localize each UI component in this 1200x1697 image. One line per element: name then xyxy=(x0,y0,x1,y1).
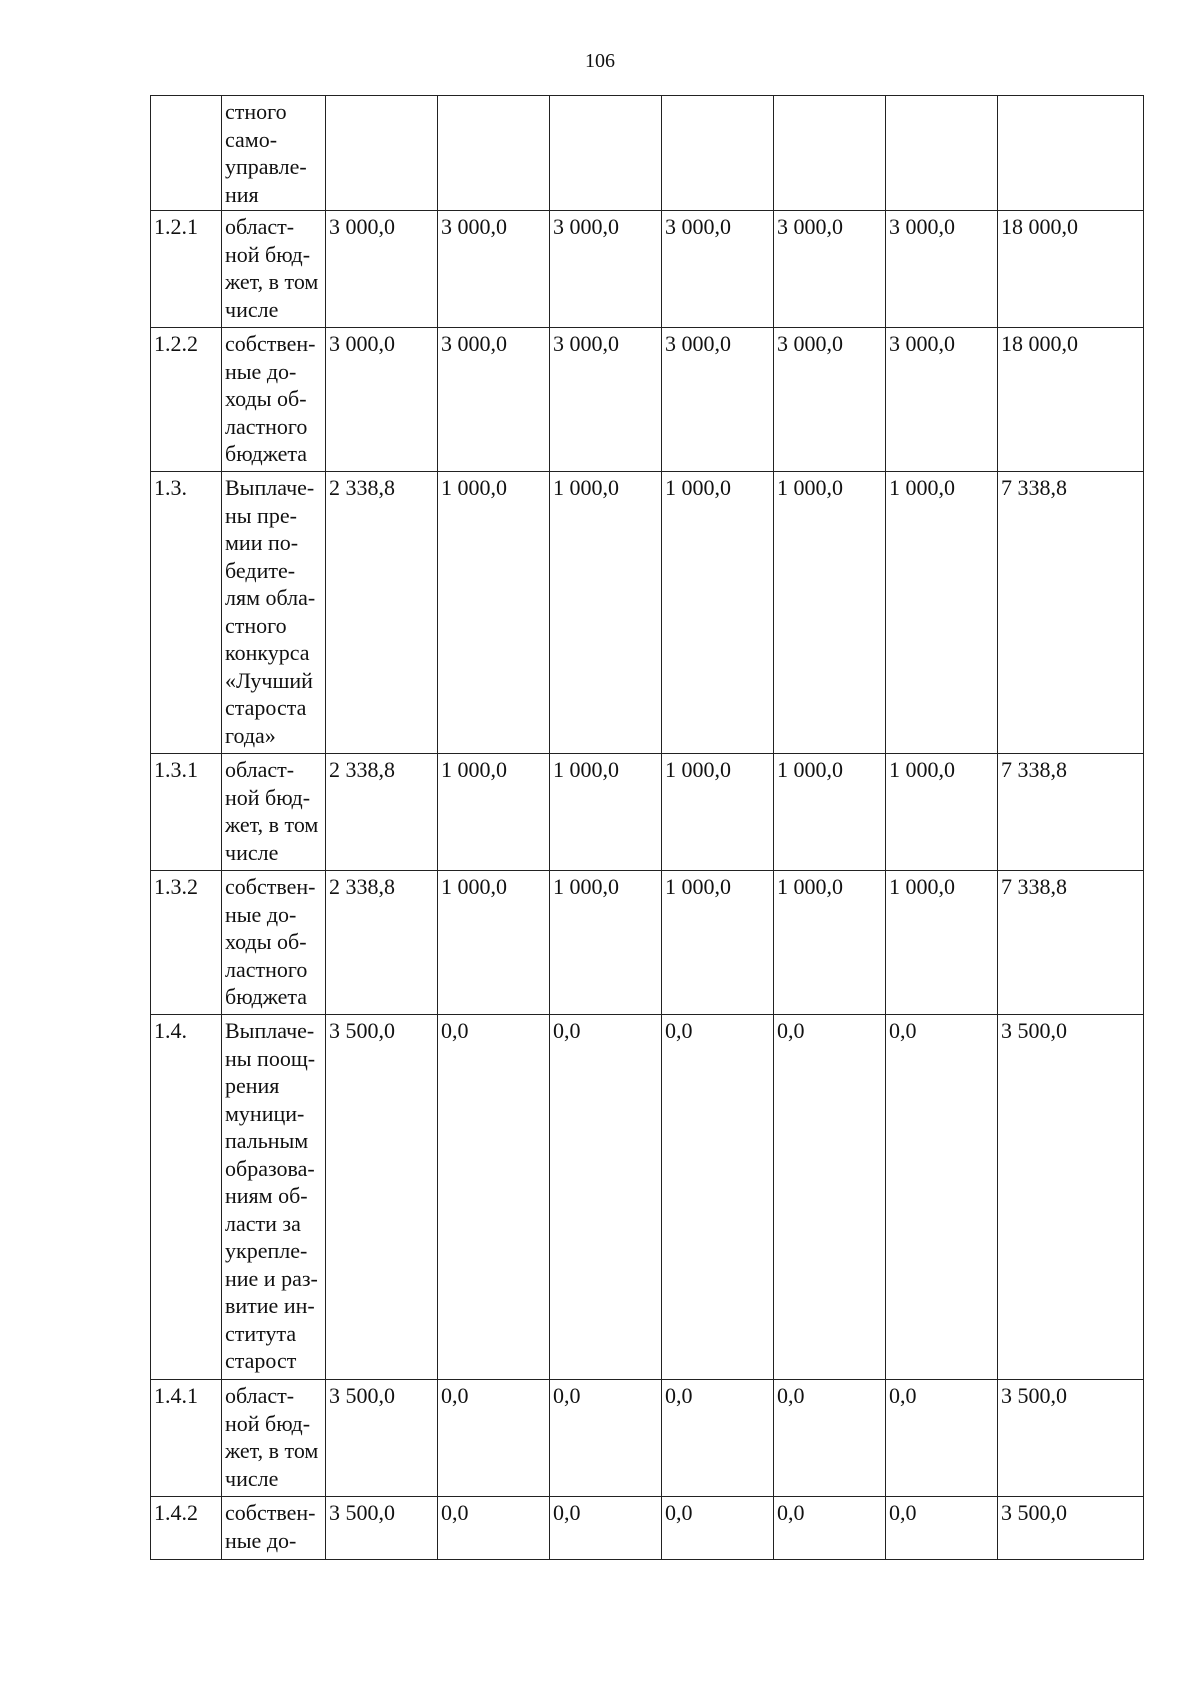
value-cell: 2 338,8 xyxy=(326,472,438,754)
value-cell: 1 000,0 xyxy=(438,472,550,754)
value-cell: 0,0 xyxy=(662,1497,774,1560)
total-cell: 7 338,8 xyxy=(998,472,1144,754)
value-cell xyxy=(438,96,550,211)
value-cell: 3 000,0 xyxy=(662,211,774,328)
row-number: 1.2.2 xyxy=(151,328,222,472)
table-row xyxy=(151,1015,1144,1380)
value-cell: 1 000,0 xyxy=(438,754,550,871)
total-cell: 3 500,0 xyxy=(998,1015,1144,1380)
total-cell: 7 338,8 xyxy=(998,871,1144,1015)
page-number: 106 xyxy=(585,50,615,72)
value-cell: 3 500,0 xyxy=(326,1380,438,1497)
row-description: собствен- ные до- ходы об- ластного бюджета xyxy=(222,871,326,1015)
value-cell: 1 000,0 xyxy=(438,871,550,1015)
row-description: област- ной бюд- жет, в том числе xyxy=(222,1380,326,1497)
value-cell: 0,0 xyxy=(774,1380,886,1497)
row-number: 1.2.1 xyxy=(151,211,222,328)
value-cell xyxy=(550,96,662,211)
table-row xyxy=(151,1380,1144,1497)
table-row xyxy=(151,871,1144,1015)
value-cell: 0,0 xyxy=(438,1015,550,1380)
value-cell xyxy=(774,96,886,211)
value-cell: 0,0 xyxy=(662,1015,774,1380)
value-cell: 3 500,0 xyxy=(326,1015,438,1380)
value-cell xyxy=(662,96,774,211)
row-number: 1.3.1 xyxy=(151,754,222,871)
value-cell: 3 000,0 xyxy=(662,328,774,472)
value-cell: 1 000,0 xyxy=(774,754,886,871)
row-description: област- ной бюд- жет, в том числе xyxy=(222,211,326,328)
row-description: собствен- ные до- xyxy=(222,1497,326,1560)
value-cell: 1 000,0 xyxy=(550,472,662,754)
total-cell xyxy=(998,96,1144,211)
row-description: собствен- ные до- ходы об- ластного бюджета xyxy=(222,328,326,472)
value-cell: 3 000,0 xyxy=(326,328,438,472)
value-cell: 0,0 xyxy=(886,1015,998,1380)
row-description: стного само- управле- ния xyxy=(222,96,326,211)
value-cell: 1 000,0 xyxy=(550,871,662,1015)
value-cell: 0,0 xyxy=(886,1380,998,1497)
table-row xyxy=(151,1497,1144,1560)
value-cell: 3 000,0 xyxy=(774,211,886,328)
value-cell: 1 000,0 xyxy=(774,871,886,1015)
row-number: 1.3. xyxy=(151,472,222,754)
value-cell: 0,0 xyxy=(662,1380,774,1497)
table-row xyxy=(151,328,1144,472)
total-cell: 3 500,0 xyxy=(998,1380,1144,1497)
value-cell: 1 000,0 xyxy=(662,754,774,871)
row-number: 1.4.1 xyxy=(151,1380,222,1497)
value-cell: 3 000,0 xyxy=(886,211,998,328)
table-row xyxy=(151,754,1144,871)
value-cell: 0,0 xyxy=(438,1497,550,1560)
row-number xyxy=(151,96,222,211)
value-cell: 3 000,0 xyxy=(774,328,886,472)
value-cell: 3 000,0 xyxy=(550,211,662,328)
table-row xyxy=(151,211,1144,328)
table-row xyxy=(151,472,1144,754)
row-number: 1.3.2 xyxy=(151,871,222,1015)
value-cell: 0,0 xyxy=(550,1015,662,1380)
value-cell xyxy=(886,96,998,211)
value-cell: 1 000,0 xyxy=(886,871,998,1015)
row-number: 1.4. xyxy=(151,1015,222,1380)
value-cell: 0,0 xyxy=(550,1497,662,1560)
table-body xyxy=(151,96,1144,1560)
total-cell: 7 338,8 xyxy=(998,754,1144,871)
row-description: Выплаче- ны пре- мии по- бедите- лям обла- стного конкурса «Лучший староста года» xyxy=(222,472,326,754)
value-cell: 3 000,0 xyxy=(550,328,662,472)
value-cell: 1 000,0 xyxy=(662,871,774,1015)
total-cell: 3 500,0 xyxy=(998,1497,1144,1560)
value-cell: 3 000,0 xyxy=(886,328,998,472)
value-cell: 0,0 xyxy=(438,1380,550,1497)
value-cell: 3 000,0 xyxy=(326,211,438,328)
value-cell: 0,0 xyxy=(774,1015,886,1380)
value-cell: 1 000,0 xyxy=(886,472,998,754)
table-row xyxy=(151,96,1144,211)
value-cell: 1 000,0 xyxy=(886,754,998,871)
value-cell: 3 500,0 xyxy=(326,1497,438,1560)
value-cell: 0,0 xyxy=(774,1497,886,1560)
value-cell: 2 338,8 xyxy=(326,871,438,1015)
total-cell: 18 000,0 xyxy=(998,211,1144,328)
value-cell: 1 000,0 xyxy=(774,472,886,754)
value-cell: 0,0 xyxy=(550,1380,662,1497)
value-cell: 3 000,0 xyxy=(438,211,550,328)
value-cell: 3 000,0 xyxy=(438,328,550,472)
row-description: Выплаче- ны поощ- рения муници- пальным образова- ниям об- ласти за укрепле- ние и раз- витие ин- ститута старост xyxy=(222,1015,326,1380)
value-cell: 0,0 xyxy=(886,1497,998,1560)
value-cell: 1 000,0 xyxy=(662,472,774,754)
row-description: област- ной бюд- жет, в том числе xyxy=(222,754,326,871)
value-cell xyxy=(326,96,438,211)
row-number: 1.4.2 xyxy=(151,1497,222,1560)
value-cell: 2 338,8 xyxy=(326,754,438,871)
budget-table xyxy=(150,95,1144,1560)
value-cell: 1 000,0 xyxy=(550,754,662,871)
total-cell: 18 000,0 xyxy=(998,328,1144,472)
